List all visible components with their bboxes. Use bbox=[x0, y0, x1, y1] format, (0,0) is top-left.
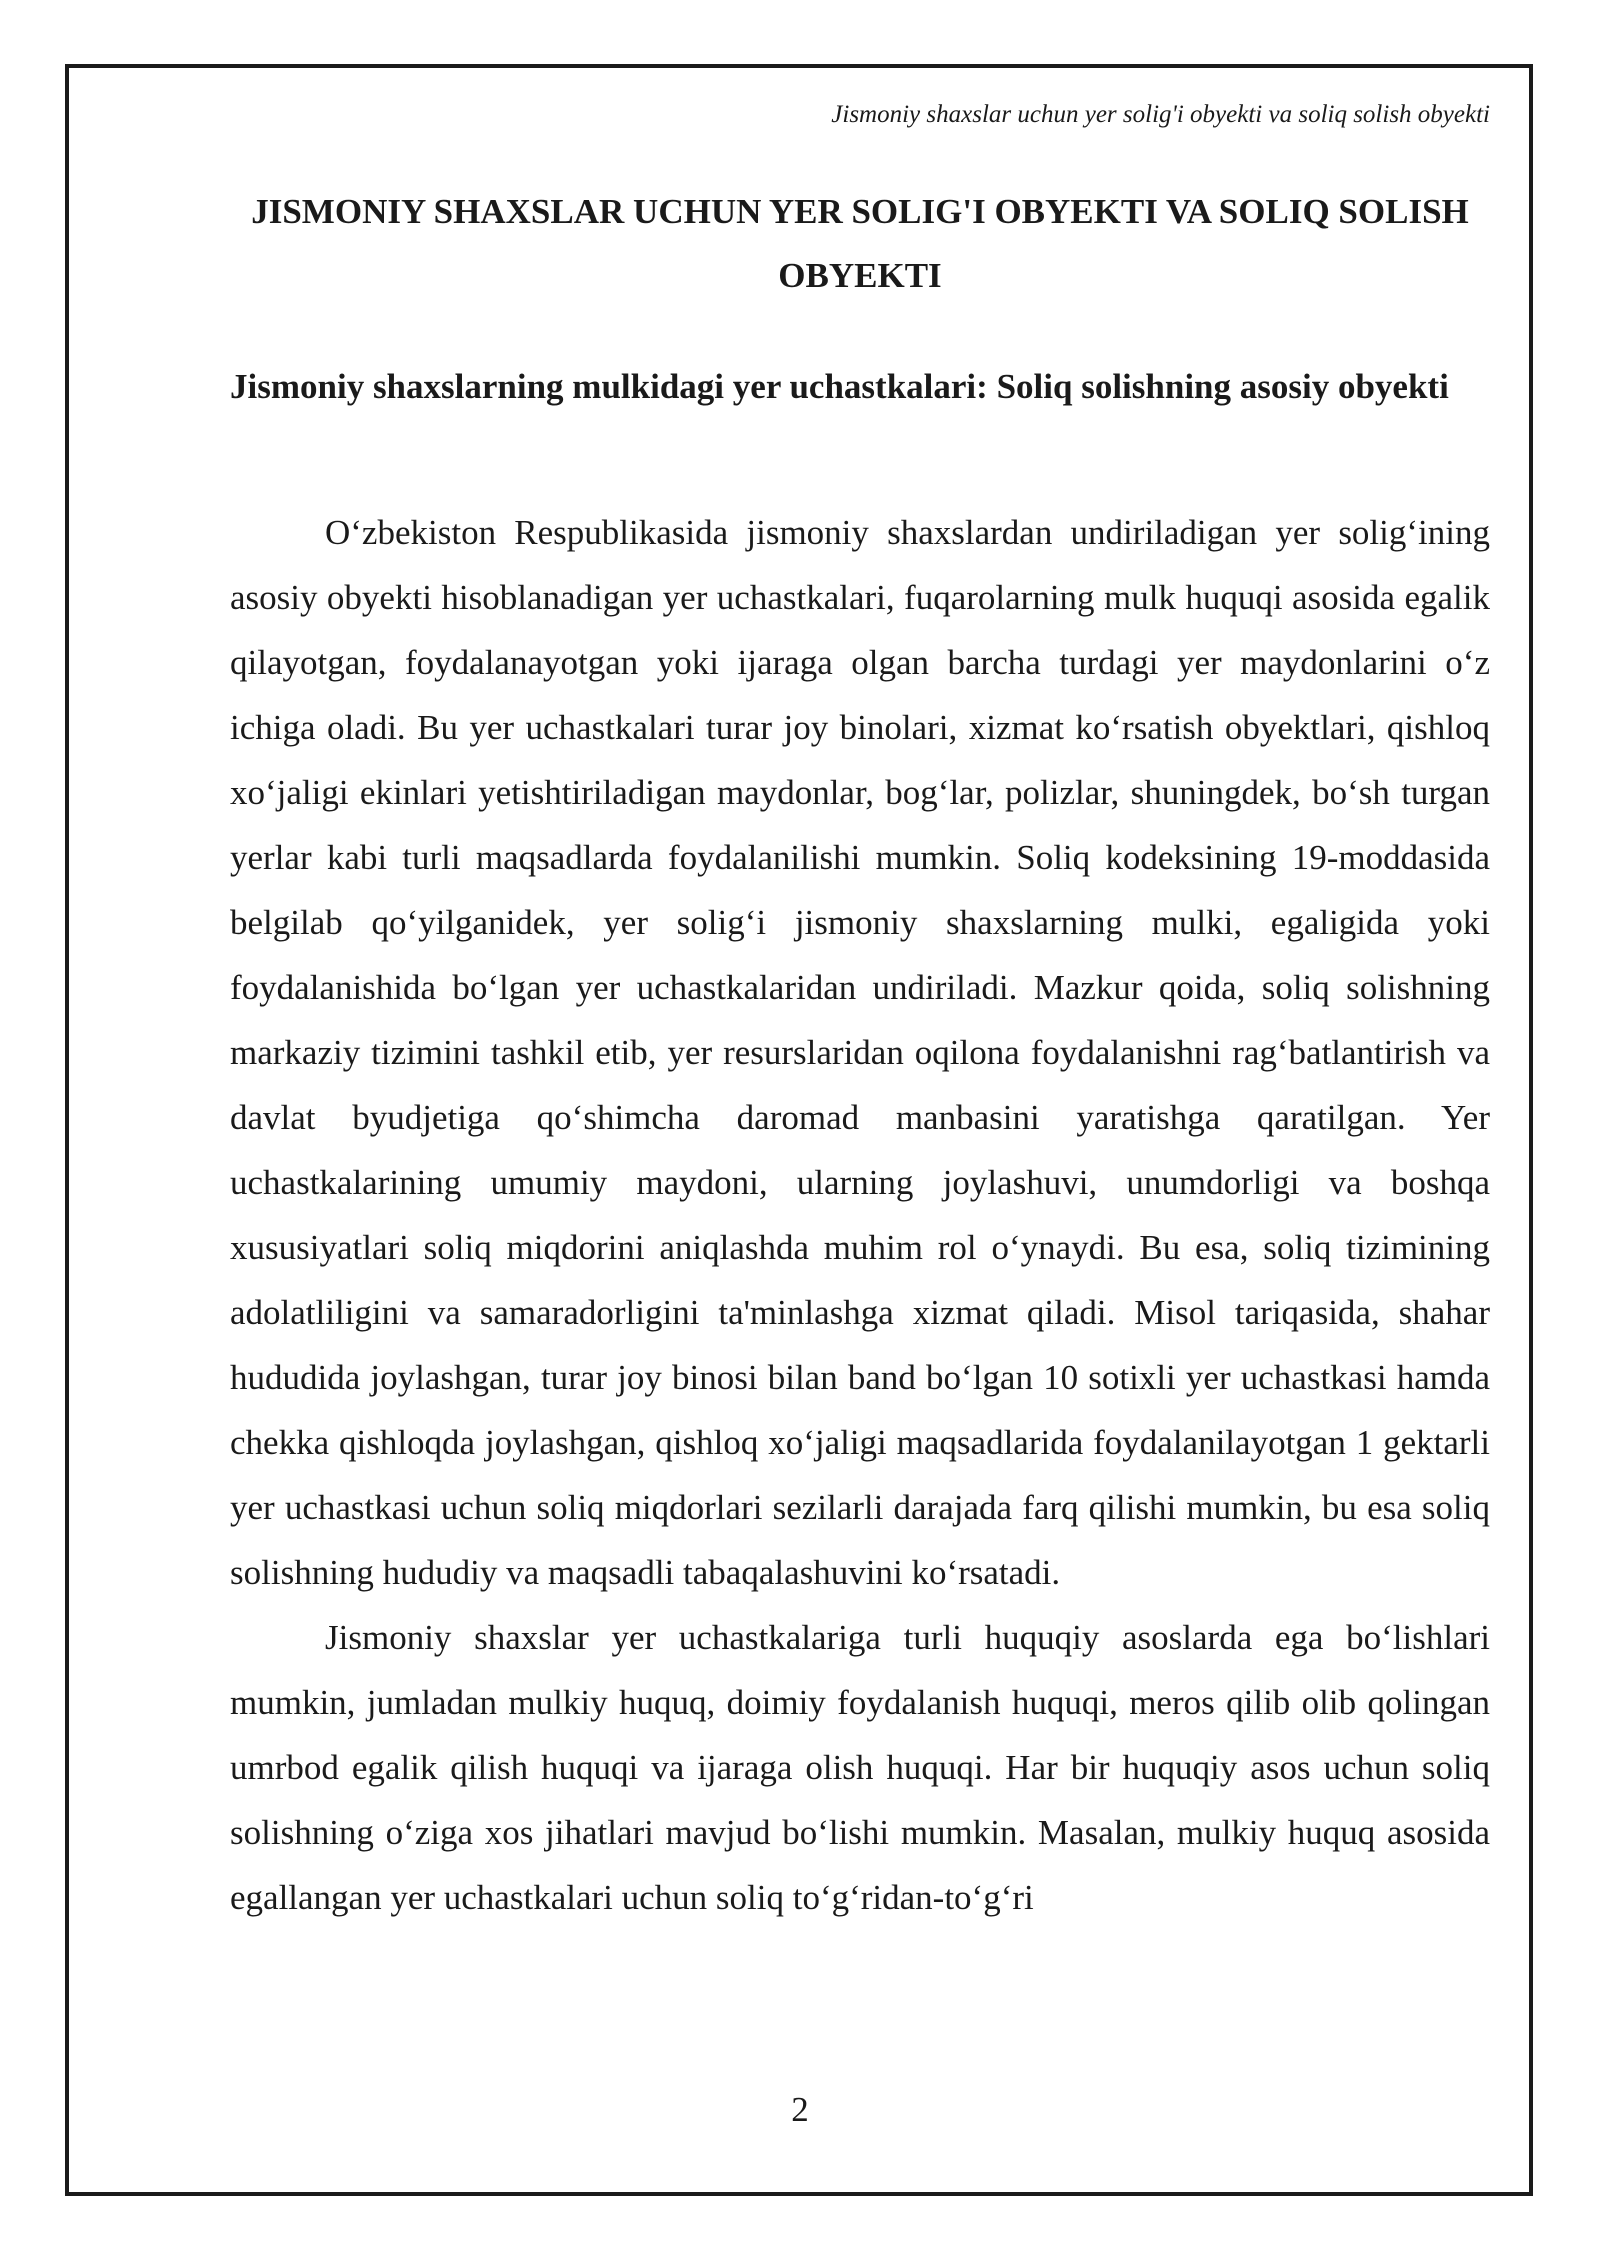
section-heading: Jismoniy shaxslarning mulkidagi yer uchastkalari: Soliq solishning asosiy obyekti bbox=[230, 367, 1449, 406]
body-text bbox=[230, 500, 1490, 1930]
paragraph-1: O‘zbekiston Respublikasida jismoniy shaxslardan undiriladigan yer solig‘ining asosiy obyekti hisoblanadigan yer uchastkalari, fuqarolarning mulk huquqi asosida egalik qilayotgan, foydalanayotgan yoki ijaraga olgan barcha turdagi yer maydonlarini o‘z ichiga oladi. Bu yer uchastkalari turar joy binolari, xizmat ko‘rsatish obyektlari, qishloq xo‘jaligi ekinlari yetishtiriladigan maydonlar, bog‘lar, polizlar, shuningdek, bo‘sh turgan yerlar kabi turli maqsadlarda foydalanilishi mumkin. Soliq kodeksining 19-moddasida belgilab qo‘yilganidek, yer solig‘i jismoniy shaxslarning mulki, egaligida yoki foydalanishida bo‘lgan yer uchastkalaridan undiriladi. Mazkur qoida, soliq solishning markaziy tizimini tashkil etib, yer resurslaridan oqilona foydalanishni rag‘batlantirish va davlat byudjetiga qo‘shimcha daromad manbasini yaratishga qaratilgan. Yer uchastkalarining umumiy maydoni, ularning joylashuvi, unumdorligi va boshqa xususiyatlari soliq miqdorini aniqlashda muhim rol o‘ynaydi. Bu esa, soliq tizimining adolatliligini va samaradorligini ta'minlashga xizmat qiladi. Misol tariqasida, shahar hududida joylashgan, turar joy binosi bilan band bo‘lgan 10 sotixli yer uchastkasi hamda chekka qishloqda joylashgan, qishloq xo‘jaligi maqsadlarida foydalanilayotgan 1 gektarli yer uchastkasi uchun soliq miqdorlari sezilarli darajada farq qilishi mumkin, bu esa soliq solishning hududiy va maqsadli tabaqalashuvini ko‘rsatadi. bbox=[230, 513, 1490, 1592]
running-header: Jismoniy shaxslar uchun yer solig'i obyekti va soliq solish obyekti bbox=[831, 101, 1490, 128]
page-number: 2 bbox=[791, 2090, 809, 2129]
document-title: JISMONIY SHAXSLAR UCHUN YER SOLIG'I OBYEKTI VA SOLIQ SOLISH OBYEKTI bbox=[251, 192, 1469, 295]
paragraph-2: Jismoniy shaxslar yer uchastkalariga turli huquqiy asoslarda ega bo‘lishlari mumkin, jumladan mulkiy huquq, doimiy foydalanish huquqi, meros qilib olib qolingan umrbod egalik qilish huquqi va ijaraga olish huquqi. Har bir huquqiy asos uchun soliq solishning o‘ziga xos jihatlari mavjud bo‘lishi mumkin. Masalan, mulkiy huquq asosida egallangan yer uchastkalari uchun soliq to‘g‘ridan-to‘g‘ri bbox=[230, 1618, 1490, 1917]
